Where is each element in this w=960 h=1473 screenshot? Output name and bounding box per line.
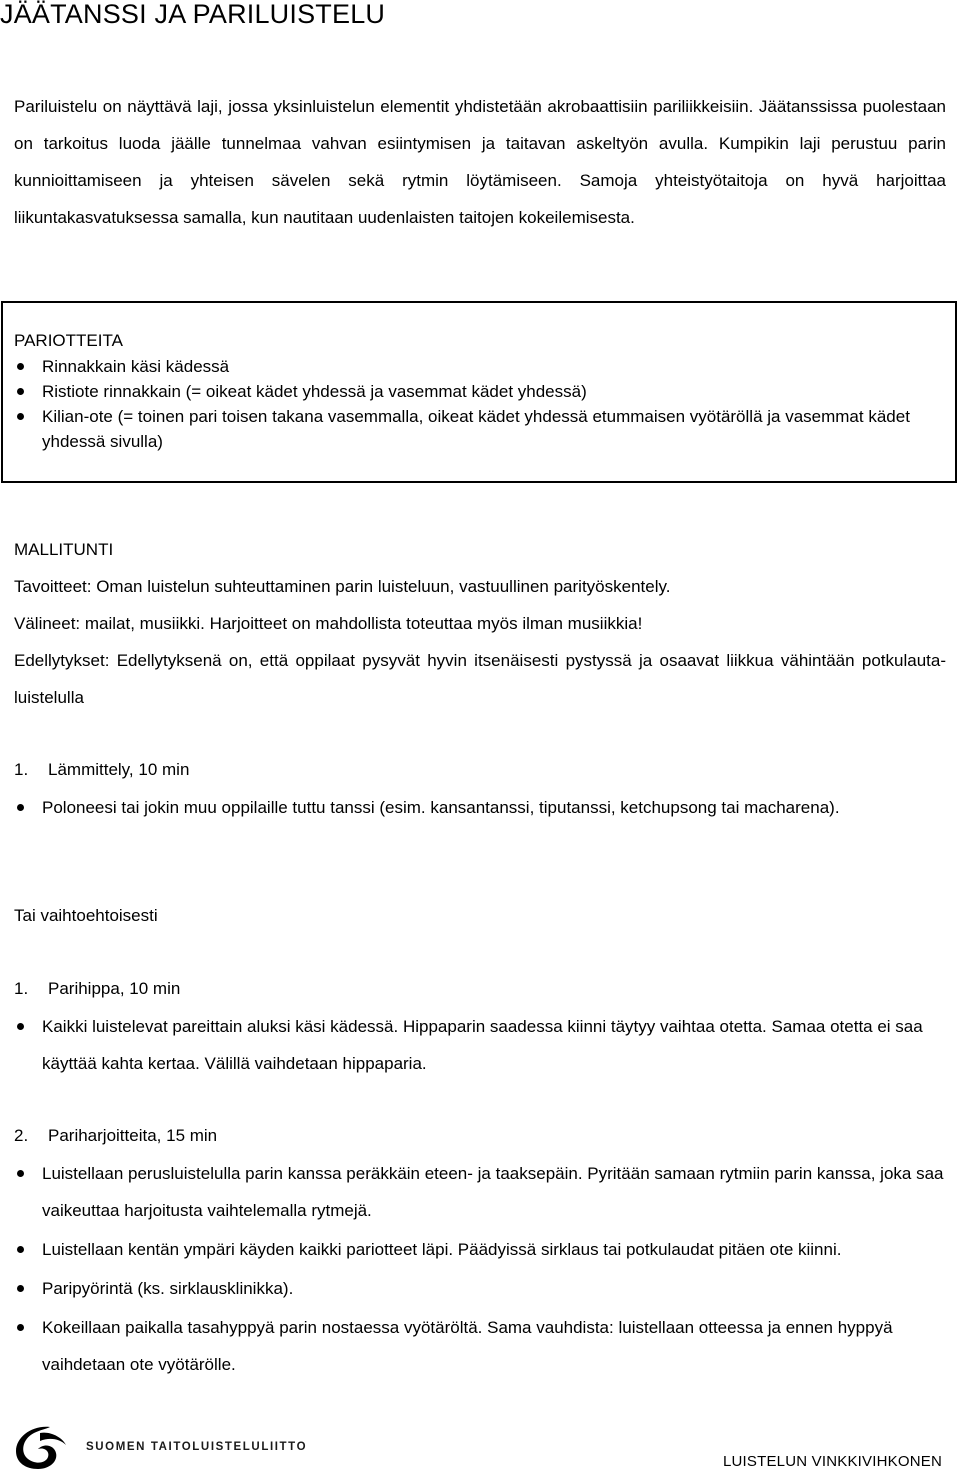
section1b-list — [42, 1008, 947, 1084]
bullet-icon — [17, 1170, 24, 1177]
list-item: Poloneesi tai jokin muu oppilaille tuttu tanssi (esim. kansantanssi, tiputanssi, ketchupsong tai macharena). — [42, 789, 947, 826]
section1-list — [42, 789, 947, 828]
bullet-icon — [17, 413, 24, 420]
bullet-icon — [17, 1285, 24, 1292]
list-item: Luistellaan perusluistelulla parin kanssa peräkkäin eteen- ja taaksepäin. Pyritään samaan rytmiin parin kanssa, joka saa vaikeuttaa harjoitusta vaihtelemalla rytmejä. — [42, 1155, 947, 1229]
lesson-requirements: Edellytykset: Edellytyksenä on, että oppilaat pysyvät hyvin itsenäisesti pystyssä ja osaavat liikkua vähintään potkulauta-luistelulla — [14, 651, 946, 707]
bullet-icon — [17, 388, 24, 395]
section-heading: 1. Lämmittely, 10 min — [14, 760, 190, 779]
bullet-icon — [17, 363, 24, 370]
lesson-title: MALLITUNTI — [14, 540, 114, 559]
bullet-icon — [17, 1324, 24, 1331]
list-item: Ristiote rinnakkain (= oikeat kädet yhdessä ja vasemmat kädet yhdessä) — [42, 379, 947, 404]
lesson-goals: Tavoitteet: Oman luistelun suhteuttaminen parin luisteluun, vastuullinen parityöskentely. — [14, 577, 671, 596]
list-item: Rinnakkain käsi kädessä — [42, 354, 947, 379]
list-item: Kokeillaan paikalla tasahyppyä parin nostaessa vyötäröltä. Sama vauhdista: luistellaan otteessa ja ennen hyppyä vaihdetaan ote vyötärölle. — [42, 1309, 947, 1383]
list-item: Luistellaan kentän ympäri käyden kaikki pariotteet läpi. Päädyissä sirklaus tai potkulaudat pitäen ote kiinni. — [42, 1231, 947, 1268]
list-item: Paripyörintä (ks. sirklausklinikka). — [42, 1270, 947, 1307]
federation-logo — [10, 1423, 307, 1471]
grips-list — [42, 354, 947, 454]
alternative-label: Tai vaihtoehtoisesti — [14, 906, 158, 925]
list-item: Kilian-ote (= toinen pari toisen takana vasemmalla, oikeat kädet yhdessä etummaisen vyötäröllä ja vasemmat kädet yhdessä sivulla) — [42, 404, 947, 454]
grips-title: PARIOTTEITA — [14, 331, 123, 350]
footer-title: LUISTELUN VINKKIVIHKONEN — [722, 1453, 942, 1470]
section-heading: 2. Pariharjoitteita, 15 min — [14, 1126, 218, 1145]
logo-text: SUOMEN TAITOLUISTELULIITTO — [86, 1441, 308, 1453]
lesson-equipment: Välineet: mailat, musiikki. Harjoitteet on mahdollista toteuttaa myös ilman musiikkia! — [14, 614, 643, 633]
list-item: Kaikki luistelevat pareittain aluksi käsi kädessä. Hippaparin saadessa kiinni täytyy vaihtaa otetta. Samaa otetta ei saa käyttää kahta kertaa. Välillä vaihdetaan hippaparia. — [42, 1008, 947, 1082]
page-title: JÄÄTANSSI JA PARILUISTELU — [0, 0, 386, 29]
bullet-icon — [17, 1023, 24, 1030]
bullet-icon — [17, 1246, 24, 1253]
intro-paragraph: Pariluistelu on näyttävä laji, jossa yksinluistelun elementit yhdistetään akrobaattisiin pariliikkeisiin. Jäätanssissa puolestaan on tarkoitus luoda jäälle tunnelmaa vahvan esiintymisen ja taitavan askeltyön avulla. Kumpikin laji perustuu parin kunnioittamiseen ja yhteisen sävelen sekä rytmin löytämiseen. Samoja yhteistyötaitoja on hyvä harjoittaa liikuntakasvatuksessa samalla, kun nautitaan uudenlaisten taitojen kokeilemisesta. — [14, 97, 946, 227]
section2-list — [42, 1155, 947, 1385]
section-heading: 1. Parihippa, 10 min — [14, 979, 181, 998]
bullet-icon — [17, 804, 24, 811]
skating-swirl-icon — [10, 1423, 70, 1471]
